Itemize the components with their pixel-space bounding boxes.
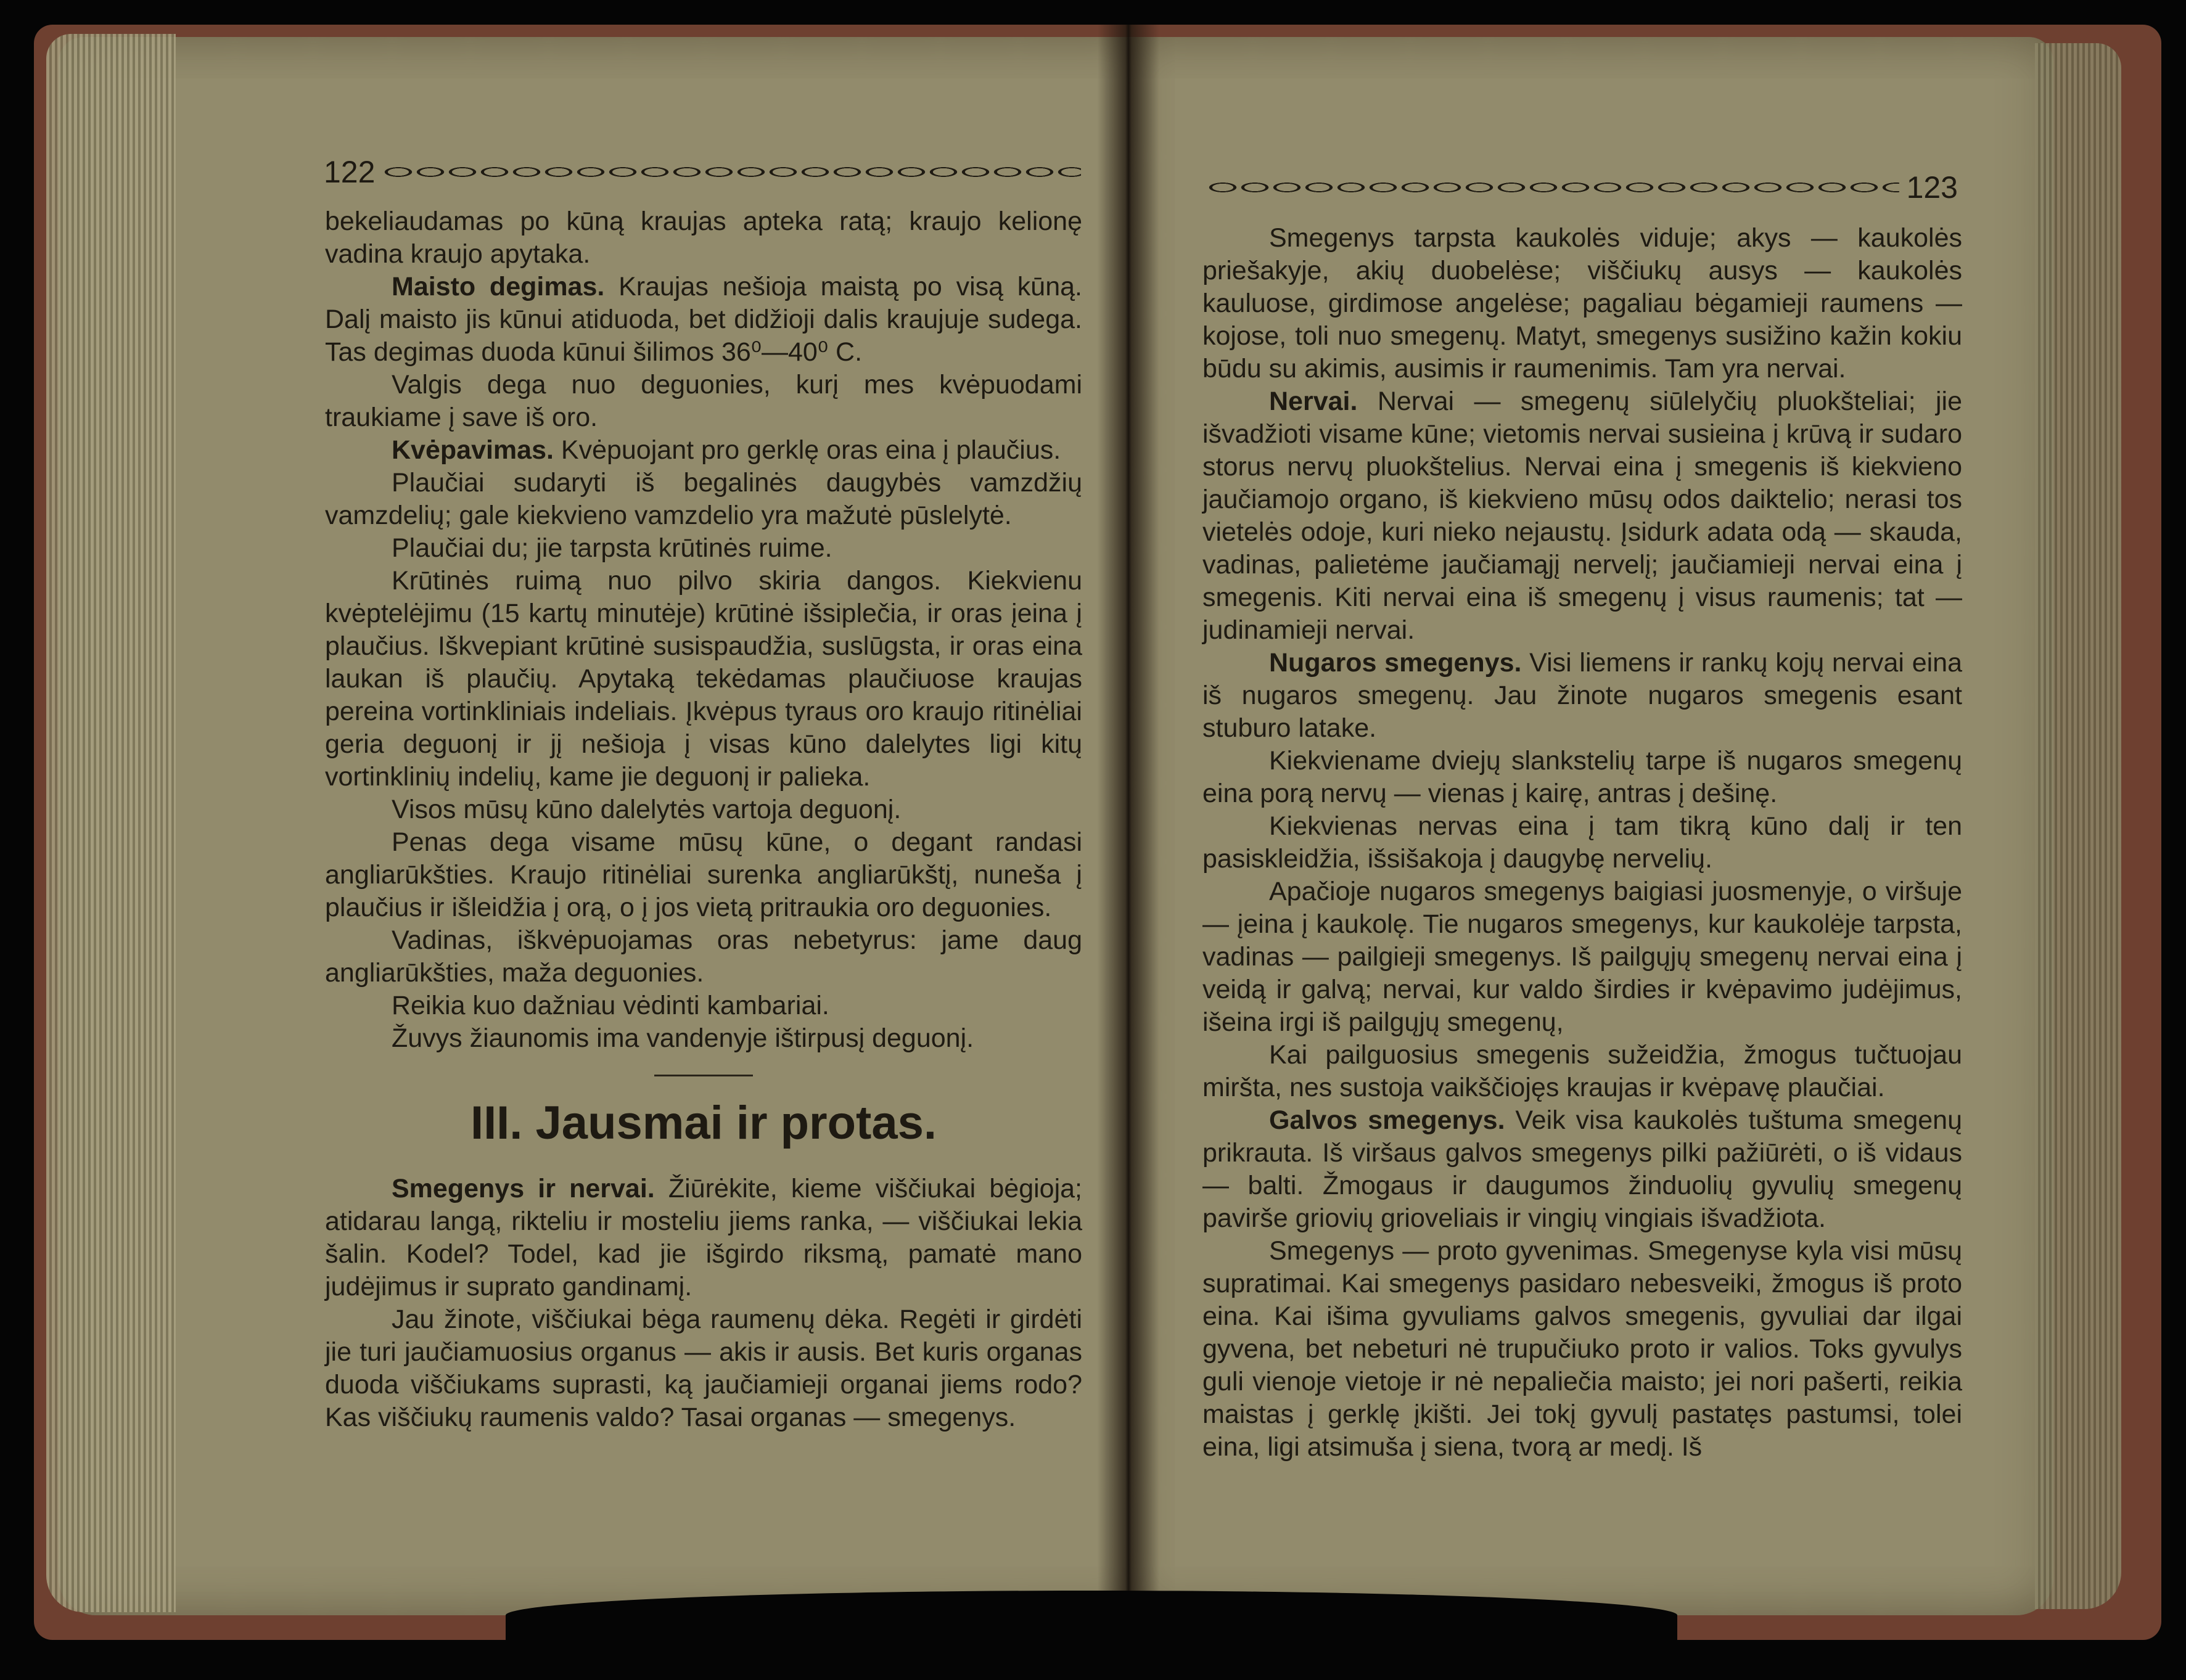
left-page-edges [46, 34, 176, 1612]
paragraph [325, 826, 1082, 924]
paragraph-text: Penas dega visame mūsų kūne, o degant randasi angliarūkšties. Kraujo ritinėliai surenka angliarūkštį, nuneša į plaučius ir išleidžia į orą, o į jos vietą pritraukia oro deguonies. [325, 827, 1082, 922]
paragraph [1202, 647, 1962, 745]
paragraph-text: Krūtinės ruimą nuo pilvo skiria dangos. Kiekvienu kvėptelėjimu (15 kartų minutėje) krūtinė išsiplečia, ir oras įeina į plaučius. Iškvepiant krūtinė susispaudžia, suslūgsta, ir oras eina laukan iš plaučių. Apytaką tekėdamas plaučiuose kraujas pereina vortinkliniais indeliais. Įkvėpus tyraus oro kraujo ritinėliai geria deguonį ir jį nešioja į visas kūno dalelytes ligi kitų vortinklinių indelių, kame jie deguonį ir palieka. [325, 566, 1082, 792]
paragraph-text: Jau žinote, viščiukai bėga raumenų dėka. Regėti ir girdėti jie turi jaučiamuosius organus — akis ir ausis. Bet kuris organas duoda viščiukams suprasti, ką jaučiamieji organai jiems rodo? Kas viščiukų raumenis valdo? Tasai organas — smegenys. [325, 1305, 1082, 1432]
paragraph-heading: Nervai. [1269, 387, 1358, 416]
paragraph [325, 1173, 1082, 1303]
paragraph [1202, 1104, 1962, 1235]
header-ornament [1207, 179, 1899, 195]
right-page-header [1199, 170, 1958, 205]
paragraph-text: Vadinas, iškvėpuojamas oras nebetyrus: jame daug angliarūkšties, maža deguonies. [325, 925, 1082, 988]
paragraph-text: Valgis dega nuo deguonies, kurį mes kvėpuodami traukiame į save iš oro. [325, 370, 1082, 432]
section-divider [654, 1075, 753, 1076]
paragraph [325, 205, 1082, 271]
paragraph-heading: Kvėpavimas. [392, 435, 554, 465]
paragraph [1202, 1039, 1962, 1104]
right-page-edges [2035, 43, 2121, 1609]
paragraph-text: Kiekvienas nervas eina į tam tikrą kūno dalį ir ten pasiskleidžia, išsišakoja į daugybę nervelių. [1202, 811, 1962, 874]
paragraph [325, 271, 1082, 369]
book-gutter [1098, 25, 1159, 1640]
paragraph-text: Plaučiai sudaryti iš begalinės daugybės vamzdžių vamzdelių; gale kiekvieno vamzdelio yra mažutė pūslelytė. [325, 468, 1082, 530]
page-number-left: 122 [324, 155, 376, 189]
paragraph-text: Veik visa kaukolės tuštuma smegenų prikrauta. Iš viršaus galvos smegenys pilki pažiūrėti, o iš vidaus — balti. Žmogaus ir daugumos žinduolių gyvulių smegenų pavirše griovių grioveliais ir vingių vingiais išvadžiota. [1202, 1105, 1962, 1233]
paragraph [325, 532, 1082, 565]
torn-bottom-edge [506, 1591, 1677, 1665]
paragraph [325, 467, 1082, 532]
paragraph-text: Apačioje nugaros smegenys baigiasi juosmenyje, o viršuje — įeina į kaukolę. Tie nugaros smegenys, kur kaukolėje tarpsta, vadinas — pailgieji smegenys. Iš pailgųjų smegenų nervai eina į veidą ir galvą; nervai, kur valdo širdies ir kvėpavimo judėjimus, išeina irgi iš pailgųjų smegenų, [1202, 877, 1962, 1037]
header-ornament [382, 164, 1081, 180]
paragraph-heading: Galvos smegenys. [1269, 1105, 1505, 1135]
paragraph [1202, 385, 1962, 647]
paragraph-text: Plaučiai du; jie tarpsta krūtinės ruime. [392, 533, 832, 563]
paragraph-text: Žuvys žiaunomis ima vandenyje ištirpusį deguonį. [392, 1023, 974, 1053]
paragraph [1202, 745, 1962, 810]
left-page-header [324, 154, 1088, 190]
paragraph-text: Kai pailguosius smegenis sužeidžia, žmogus tučtuojau miršta, nes sustoja vaikščiojęs kraujas ir kvėpavę plaučiai. [1202, 1040, 1962, 1102]
left-text-column [325, 205, 1082, 1434]
paragraph-text: Visos mūsų kūno dalelytės vartoja deguonį. [392, 795, 902, 824]
paragraph-text: Nervai — smegenų siūlelyčių pluokšteliai; jie išvadžioti visame kūne; vietomis nervai susieina į krūvą ir sudaro storus nervų pluokštelius. Nervai eina į smegenis iš kiekvieno jaučiamojo organo, iš kiekvieno mūsų odos daiktelio; nerasi tos vietelės odoje, kuri nieko nejaustų. Įsidurk adata odą — skauda, vadinas, palietėme jaučiamąjį nervelį; jaučiamieji nervai eina į smegenis. Kiti nervai eina iš smegenų į visus raumenis; tat — judinamieji nervai. [1202, 387, 1962, 645]
paragraph-text: bekeliaudamas po kūną kraujas apteka ratą; kraujo kelionę vadina kraujo apytaka. [325, 207, 1082, 269]
paragraph [325, 924, 1082, 990]
paragraph [1202, 222, 1962, 385]
left-paragraphs-section [325, 1173, 1082, 1434]
left-paragraphs [325, 205, 1082, 1055]
paragraph [325, 793, 1082, 826]
paragraph [325, 1303, 1082, 1434]
paragraph-text: Kraujas nešioja maistą po visą kūną. Dalį maisto jis kūnui atiduoda, bet didžioji dalis kraujuje sudega. Tas degimas duoda kūnui šilimos 36⁰—40⁰ C. [325, 272, 1082, 367]
page-number-right: 123 [1906, 170, 1958, 205]
paragraph-text: Kvėpuojant pro gerklę oras eina į plaučius. [553, 435, 1061, 465]
right-paragraphs [1202, 222, 1962, 1464]
section-title: III. Jausmai ir protas. [470, 1097, 937, 1149]
right-text-column [1202, 222, 1962, 1464]
paragraph [325, 565, 1082, 793]
paragraph-heading: Smegenys ir nervai. [392, 1174, 655, 1203]
paragraph-text: Smegenys tarpsta kaukolės viduje; akys — kaukolės priešakyje, akių duobelėse; viščiukų ausys — kaukolės kauluose, girdimose angelėse; pagaliau bėgamieji raumens — kojose, toli nuo smegenų. Matyt, smegenys susižino kažin kokiu būdu su akimis, ausimis ir raumenimis. Tam yra nervai. [1202, 223, 1962, 383]
paragraph-text: Visi liemens ir rankų kojų nervai eina iš nugaros smegenų. Jau žinote nugaros smegenis esant stuburo latake. [1202, 648, 1962, 743]
paragraph-heading: Nugaros smegenys. [1269, 648, 1522, 678]
paragraph [1202, 875, 1962, 1039]
paragraph-text: Kiekviename dviejų slankstelių tarpe iš nugaros smegenų eina porą nervų — vienas į kairę, antras į dešinę. [1202, 746, 1962, 808]
paragraph [325, 369, 1082, 434]
paragraph [325, 1022, 1082, 1055]
paragraph [1202, 810, 1962, 875]
paragraph-text: Smegenys — proto gyvenimas. Smegenyse kyla visi mūsų supratimai. Kai smegenys pasidaro nebesveiki, žmogus iš proto eina. Kai išima gyvuliams galvos smegenis, gyvuliai dar ilgai gyvena, bet nebeturi nė trupučiuko proto ir valios. Toks gyvulys guli vienoje vietoje ir nė nepaliečia maisto; jei nori pašerti, reikia maistas į gerklę įkišti. Jei tokį gyvulį pastatęs pastumsi, tolei eina, ligi atsimuša į siena, tvorą ar medį. Iš [1202, 1236, 1962, 1462]
paragraph [325, 990, 1082, 1022]
paragraph [325, 434, 1082, 467]
paragraph-text: Žiūrėkite, kieme viščiukai bėgioja; atidarau langą, rikteliu ir mosteliu jiems ranka, — viščiukai lekia šalin. Kodel? Todel, kad jie išgirdo riksmą, pamatė mano judėjimus ir suprato gandinamį. [325, 1174, 1082, 1301]
paragraph-heading: Maisto degimas. [392, 272, 605, 301]
paragraph [1202, 1235, 1962, 1464]
paragraph-text: Reikia kuo dažniau vėdinti kambariai. [392, 991, 829, 1020]
